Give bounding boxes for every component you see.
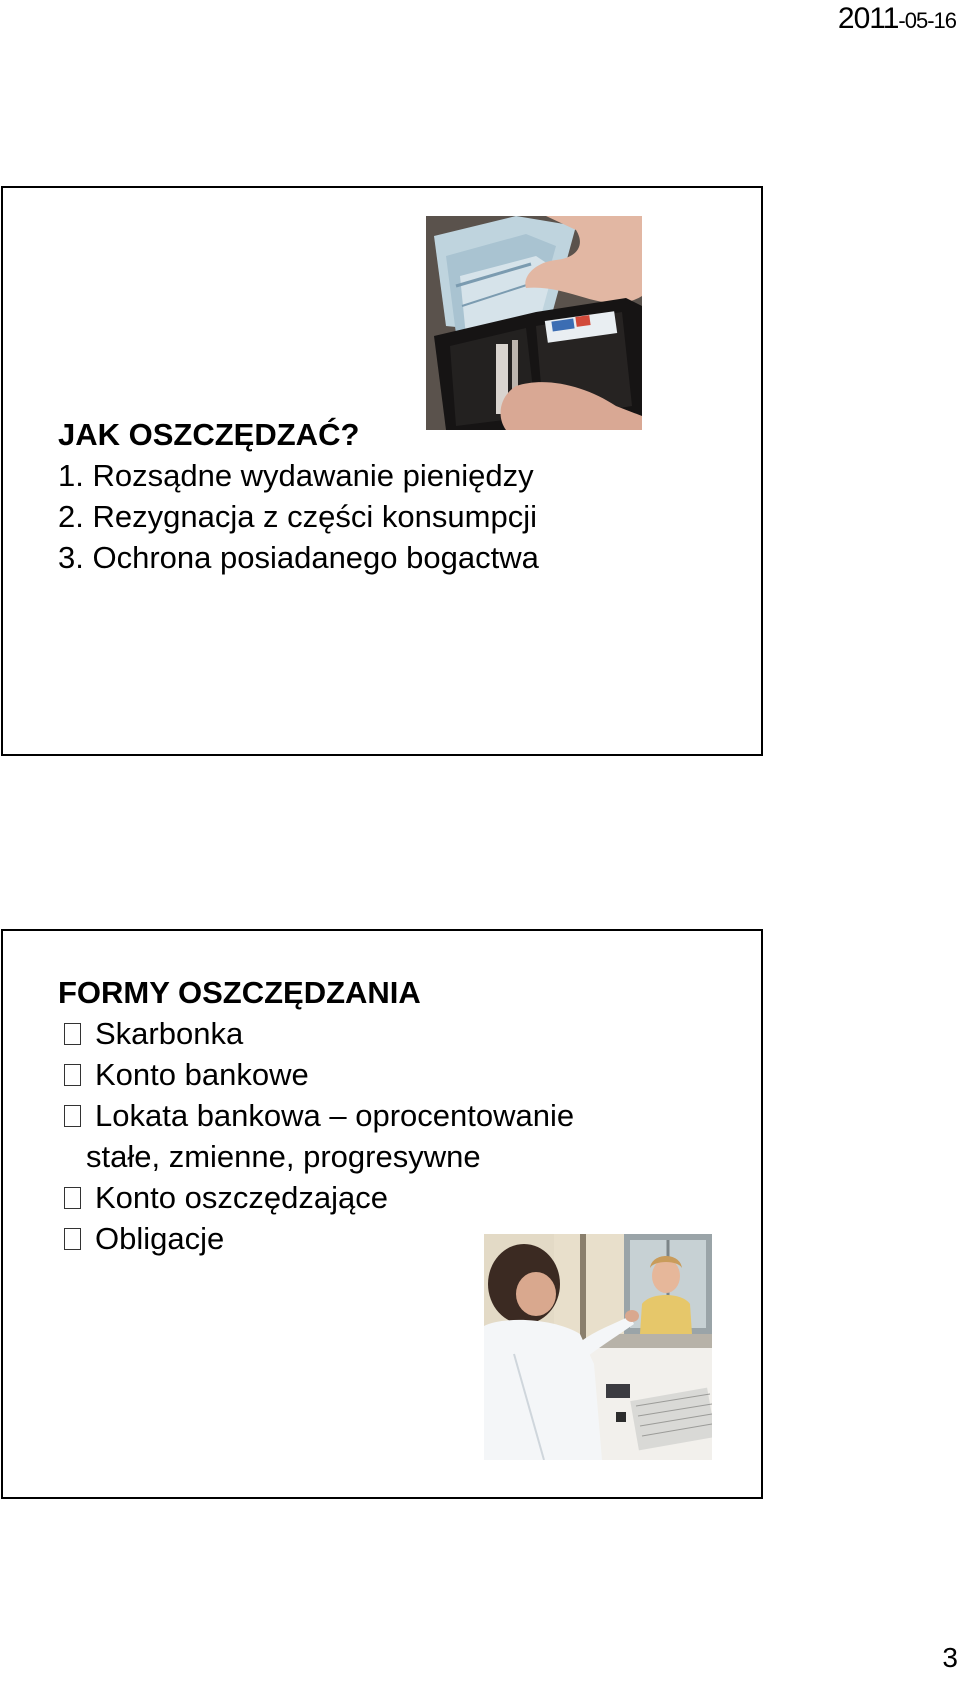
slide1-item-1: 1. Rozsądne wydawanie pieniędzy [58, 458, 534, 493]
bullet-box-icon [64, 1105, 81, 1127]
slide-savings-methods [1, 186, 763, 756]
bullet-box-icon [64, 1187, 81, 1209]
slide2-item-3-continuation: stałe, zmienne, progresywne [86, 1139, 481, 1174]
slide2-item-1 [58, 1013, 574, 1054]
slide2-text-block [58, 972, 574, 1259]
slide1-text-block [58, 414, 539, 578]
page-date [838, 2, 956, 36]
bank-counter-illustration [484, 1234, 712, 1460]
slide1-item-2: 2. Rezygnacja z części konsumpcji [58, 499, 537, 534]
page-date-month-day: -05-16 [898, 8, 956, 33]
slide2-item-3-label: Lokata bankowa – oprocentowanie [95, 1098, 575, 1133]
slide2-item-2 [58, 1054, 574, 1095]
bank-teller-photo [484, 1234, 712, 1460]
slide1-title: JAK OSZCZĘDZAĆ? [58, 417, 360, 452]
slide1-item-3: 3. Ochrona posiadanego bogactwa [58, 540, 539, 575]
bullet-box-icon [64, 1064, 81, 1086]
slide2-item-4-label: Konto oszczędzające [95, 1180, 388, 1215]
slide2-item-3 [58, 1095, 574, 1136]
slide2-item-1-label: Skarbonka [95, 1016, 244, 1051]
slide2-item-4 [58, 1177, 574, 1218]
wallet-illustration [426, 216, 642, 430]
slide-savings-forms [1, 929, 763, 1499]
bullet-box-icon [64, 1228, 81, 1250]
slide2-item-2-label: Konto bankowe [95, 1057, 309, 1092]
bullet-box-icon [64, 1023, 81, 1045]
slide2-item-5-label: Obligacje [95, 1221, 225, 1256]
page-date-year: 2011 [837, 2, 899, 35]
page-number: 3 [942, 1642, 958, 1673]
slide2-title: FORMY OSZCZĘDZANIA [58, 975, 421, 1010]
wallet-photo [426, 216, 642, 430]
